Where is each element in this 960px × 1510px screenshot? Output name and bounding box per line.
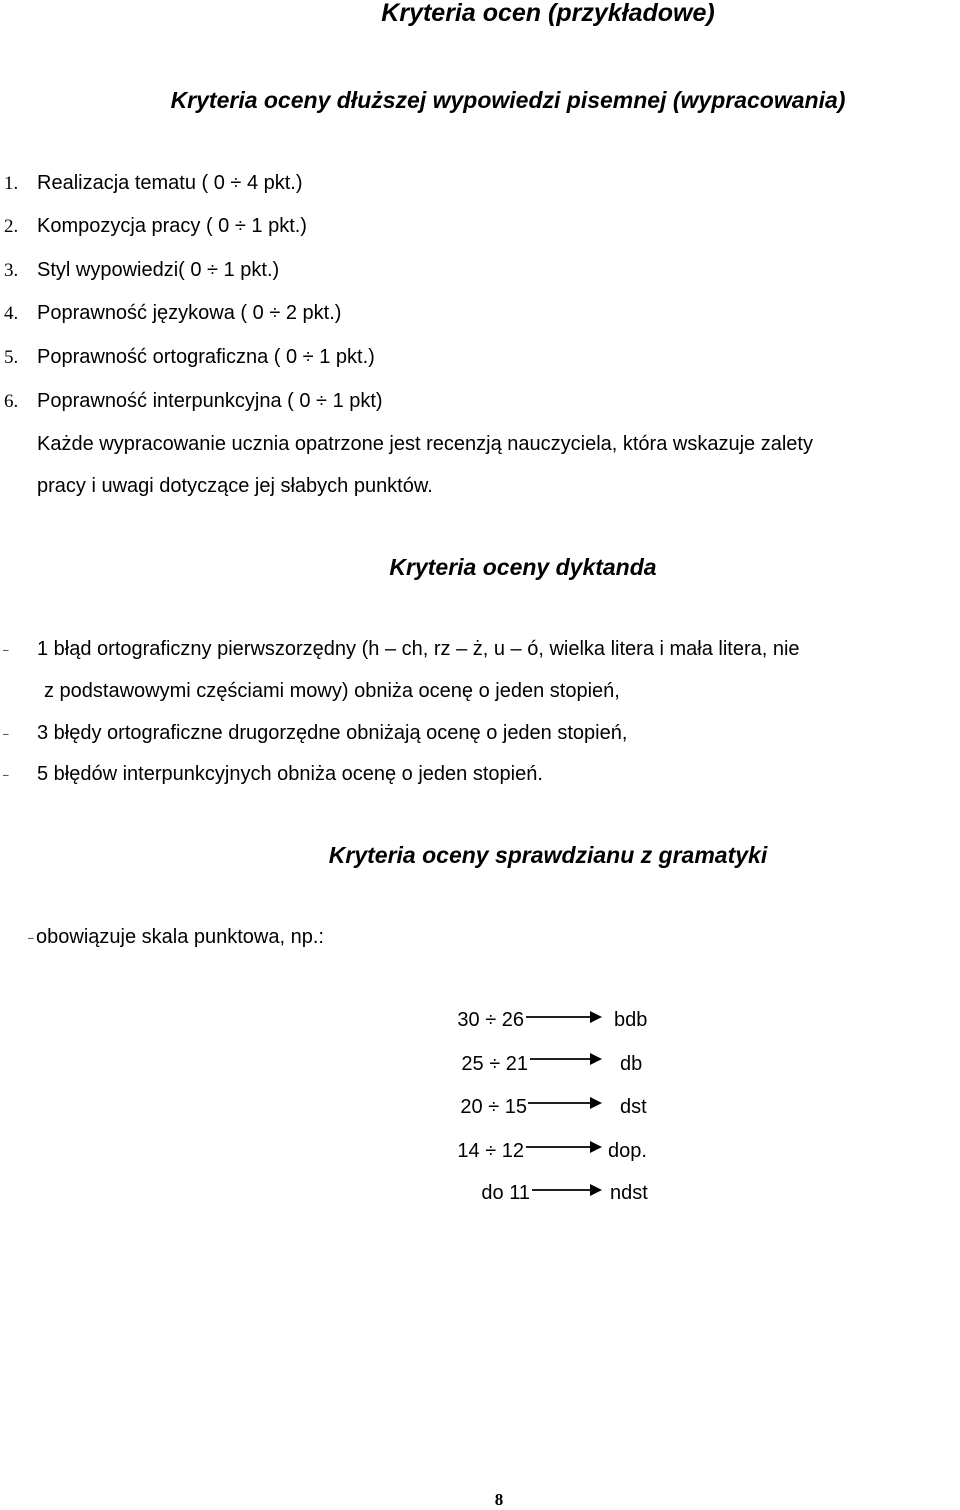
score-range: 25 ÷ 21: [461, 1053, 528, 1075]
item-text: 5 błędów interpunkcyjnych obniża ocenę o jeden stopień.: [37, 763, 543, 785]
arrow-right-icon: [526, 1137, 604, 1153]
grammar-intro-text: obowiązuje skala punktowa, np.:: [36, 926, 324, 948]
bullet-dash: –: [3, 645, 9, 656]
grade-label: ndst: [610, 1182, 648, 1204]
essay-note-line: pracy i uwagi dotyczące jej słabych punktów.: [37, 475, 433, 497]
grade-label: dop.: [608, 1140, 647, 1162]
essay-note-line: Każde wypracowanie ucznia opatrzone jest recenzją nauczyciela, która wskazuje zalety: [37, 433, 813, 455]
grade-label: db: [620, 1053, 643, 1075]
item-number: 5.: [4, 347, 19, 368]
score-range: 20 ÷ 15: [460, 1096, 527, 1118]
item-number: 4.: [4, 303, 19, 324]
arrow-right-icon: [532, 1180, 604, 1196]
item-text: Realizacja tematu ( 0 ÷ 4 pkt.): [37, 172, 303, 194]
item-text: 3 błędy ortograficzne drugorzędne obniżają ocenę o jeden stopień,: [37, 722, 628, 744]
essay-criteria-heading: Kryteria oceny dłuższej wypowiedzi pisemnej (wypracowania): [170, 87, 846, 113]
arrow-right-icon: [530, 1049, 604, 1065]
item-text: 1 błąd ortograficzny pierwszorzędny (h – ch, rz – ż, u – ó, wielka litera i mała litera, nie: [37, 638, 800, 660]
item-text-continued: z podstawowymi częściami mowy) obniża ocenę o jeden stopień,: [44, 680, 620, 702]
item-text: Styl wypowiedzi( 0 ÷ 1 pkt.): [37, 259, 280, 281]
item-text: Poprawność językowa ( 0 ÷ 2 pkt.): [37, 302, 342, 324]
bullet-dash: –: [28, 933, 34, 944]
grade-label: dst: [620, 1096, 647, 1118]
item-text: Poprawność interpunkcyjna ( 0 ÷ 1 pkt): [37, 390, 383, 412]
grade-label: bdb: [614, 1009, 648, 1031]
score-range: 14 ÷ 12: [457, 1140, 524, 1162]
arrow-right-icon: [526, 1007, 604, 1023]
document-title: Kryteria ocen (przykładowe): [381, 0, 715, 27]
item-text: Kompozycja pracy ( 0 ÷ 1 pkt.): [37, 215, 307, 237]
arrow-right-icon: [528, 1093, 604, 1109]
item-number: 3.: [4, 260, 19, 281]
grammar-criteria-heading: Kryteria oceny sprawdzianu z gramatyki: [328, 842, 768, 868]
score-range: do 11: [481, 1182, 530, 1204]
bullet-dash: –: [3, 729, 9, 740]
dictation-criteria-heading: Kryteria oceny dyktanda: [389, 554, 657, 580]
score-range: 30 ÷ 26: [457, 1009, 524, 1031]
page-number: 8: [494, 1490, 504, 1509]
item-text: Poprawność ortograficzna ( 0 ÷ 1 pkt.): [37, 346, 375, 368]
item-number: 1.: [4, 173, 19, 194]
item-number: 2.: [4, 216, 19, 237]
item-number: 6.: [4, 391, 19, 412]
bullet-dash: –: [3, 770, 9, 781]
